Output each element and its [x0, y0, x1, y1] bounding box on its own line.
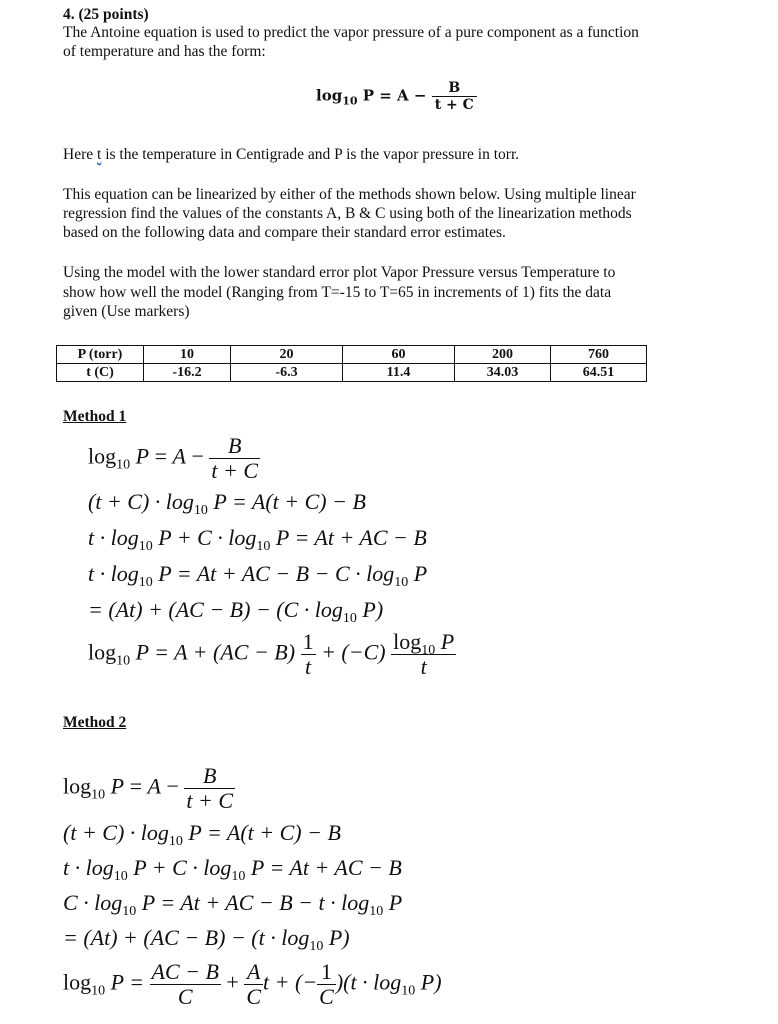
method-2-eq-3: $t \cdot \log_{10} P + C \cdot \log_{10} P = At$ + AC − B — [63, 855, 402, 884]
method-2-eq-2: $(t + C) \cdot \log_{10} P = A(t + C) - B$ — [63, 820, 341, 849]
method-1-eq-2: $(t + C) \cdot \log_{10} P = A(t + C) - B$ — [88, 489, 366, 518]
table-cell: P (torr) — [57, 346, 144, 364]
definition-text: Here t is the temperature in Centigrade and P is the vapor pressure in torr. — [63, 146, 520, 163]
table-cell: 64.51 — [551, 364, 647, 382]
paragraph-2-line-3: based on the following data and compare their standard error estimates. — [63, 224, 506, 241]
method-1-eq-4: $t \cdot \log_{10} P = At$ + AC − $B - C \cdot \log_{10} P$ — [88, 561, 428, 590]
table-cell: 10 — [144, 346, 231, 364]
paragraph-2-line-2: regression find the values of the constants A, B & C using both of the linearization methods — [63, 205, 632, 222]
paragraph-3-line-3: given (Use markers) — [63, 303, 190, 320]
method-1-eq-5: = $(At) + (AC - B) - (C \cdot \log_{10} P)$ — [88, 597, 384, 626]
paragraph-3-line-1: Using the model with the lower standard error plot Vapor Pressure versus Temperature to — [63, 264, 616, 281]
method-1-eq-3: $t \cdot \log_{10} P + C \cdot \log_{10} P = At$ + AC − B — [88, 525, 427, 554]
data-table — [56, 345, 647, 382]
table-cell: t (C) — [57, 364, 144, 382]
table-cell: 34.03 — [455, 364, 551, 382]
method-2-eq-5: = $(At) + (AC - B) - (t \cdot \log_{10} P)$ — [63, 925, 350, 954]
intro-line-2: of temperature and has the form: — [63, 43, 266, 60]
table-row — [57, 364, 647, 382]
method-2-eq-4: $C \cdot \log_{10} P = At$ + AC − $B - t \cdot \log_{10} P$ — [63, 890, 403, 919]
table-cell: 60 — [343, 346, 455, 364]
table-cell: -6.3 — [231, 364, 343, 382]
intro-line-1: The Antoine equation is used to predict the vapor pressure of a pure component as a function — [63, 24, 639, 41]
method-1-eq-6: $\log_{10} P = A + (AC - B)$ $\frac{1}{t}$ + (−C) $\frac{\log_{10} P}{t}$ — [88, 629, 455, 679]
table-cell: 20 — [231, 346, 343, 364]
method-2-heading: Method 2 — [63, 714, 127, 731]
paragraph-3-line-2: show how well the model (Ranging from T=-15 to T=65 in increments of 1) fits the data — [63, 284, 612, 301]
question-number: 4. (25 points) — [63, 6, 149, 23]
paragraph-2-line-1: This equation can be linearized by either of the methods shown below. Using multiple linear — [63, 186, 636, 203]
method-2-eq-1: $\log_{10} P = A$ − $\frac{B}{t + C}$ — [63, 763, 234, 813]
table-cell: 11.4 — [343, 364, 455, 382]
table-cell: -16.2 — [144, 364, 231, 382]
antoine-equation: $\log_{10} P = A$ − $\frac{B}{t + C}$ — [316, 80, 477, 113]
table-row — [57, 346, 647, 364]
method-1-heading: Method 1 — [63, 408, 127, 425]
table-cell: 760 — [551, 346, 647, 364]
method-2-eq-6: $\log_{10} P$ = $\frac{AC - B}{C}$ + $\frac{A}{C}$ t + (− $\frac{1}{C}$ )$(t \cdot \log_{10} P)$ — [63, 959, 442, 1009]
table-cell: 200 — [455, 346, 551, 364]
method-1-eq-1: $\log_{10} P = A$ − $\frac{B}{t + C}$ — [88, 433, 259, 483]
